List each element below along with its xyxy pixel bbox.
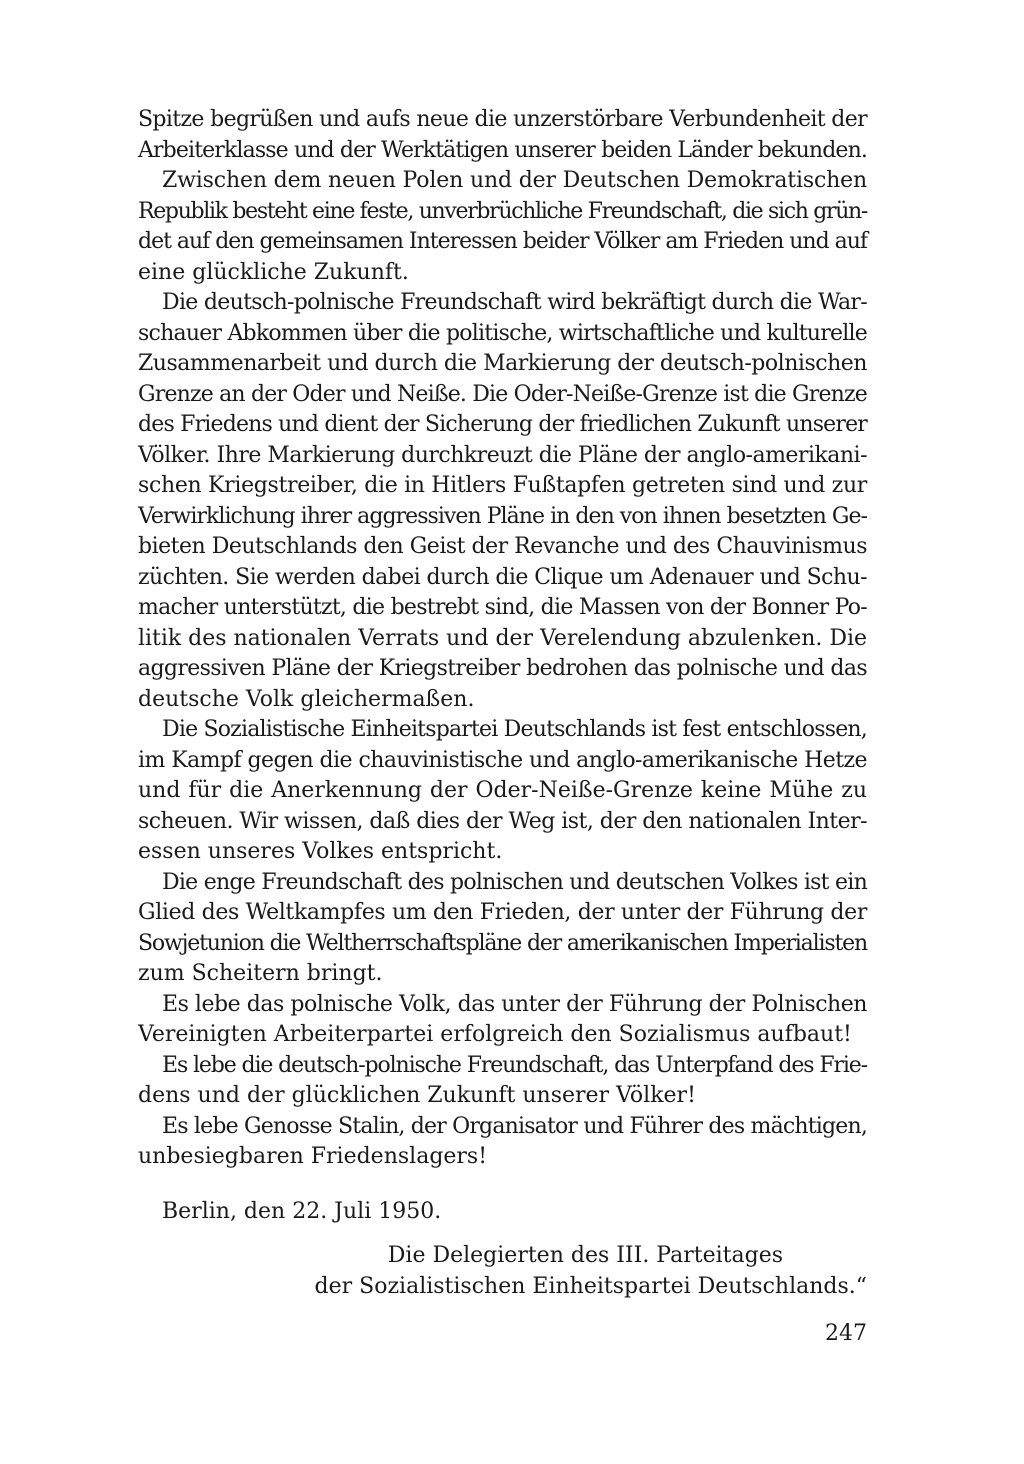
text-line: Spitze begrüßen und aufs neue die unzerstörbare Verbundenheit der xyxy=(138,107,867,132)
text-line: aggressiven Pläne der Kriegstreiber bedrohen das polnische und das xyxy=(138,656,867,681)
text-line: und für die Anerkennung der Oder-Neiße-Grenze keine Mühe zu xyxy=(138,778,867,803)
text-line: Die deutsch-polnische Freundschaft wird bekräftigt durch die War- xyxy=(162,290,867,315)
text-line: Arbeiterklasse und der Werktätigen unserer beiden Länder bekunden. xyxy=(138,137,867,163)
text-line: Die Sozialistische Einheitspartei Deutschlands ist fest entschlossen, xyxy=(162,717,867,742)
text-line: Republik besteht eine feste, unverbrüchliche Freundschaft, die sich grün- xyxy=(138,198,867,224)
text-line: deutsche Volk gleichermaßen. xyxy=(138,686,475,712)
text-line: Völker. Ihre Markierung durchkreuzt die Pläne der anglo-amerikani- xyxy=(138,442,867,468)
dateline: Berlin, den 22. Juli 1950. xyxy=(162,1198,442,1224)
text-line: züchten. Sie werden dabei durch die Clique um Adenauer und Schu- xyxy=(138,564,867,590)
text-line: Die enge Freundschaft des polnischen und deutschen Volkes ist ein xyxy=(162,869,867,895)
text-line: scheuen. Wir wissen, daß dies der Weg ist, der den nationalen Inter- xyxy=(138,808,867,834)
signature-line: Die Delegierten des III. Parteitages xyxy=(387,1243,783,1268)
text-line: unbesiegbaren Friedenslagers! xyxy=(138,1144,488,1169)
text-line: Verwirklichung ihrer aggressiven Pläne in den von ihnen besetzten Ge- xyxy=(138,503,867,529)
text-line: dens und der glücklichen Zukunft unserer Völker! xyxy=(138,1083,696,1108)
text-line: im Kampf gegen die chauvinistische und anglo-amerikanische Hetze xyxy=(138,747,867,773)
signature-block xyxy=(138,1241,867,1302)
text-line: Vereinigten Arbeiterpartei erfolgreich den Sozialismus aufbaut! xyxy=(138,1022,852,1047)
text-line: Zusammenarbeit und durch die Markierung der deutsch-polnischen xyxy=(138,351,867,376)
text-line: Grenze an der Oder und Neiße. Die Oder-Neiße-Grenze ist die Grenze xyxy=(138,381,867,407)
text-line: Sowjetunion die Weltherrschaftspläne der amerikanischen Imperialisten xyxy=(138,930,867,956)
text-line: Zwischen dem neuen Polen und der Deutschen Demokratischen xyxy=(162,168,867,193)
text-line: eine glückliche Zukunft. xyxy=(138,259,409,285)
text-line: Es lebe die deutsch-polnische Freundschaft, das Unterpfand des Frie- xyxy=(162,1052,867,1078)
text-line: des Friedens und dient der Sicherung der friedlichen Zukunft unserer xyxy=(138,412,867,437)
text-line: Es lebe Genosse Stalin, der Organisator und Führer des mächtigen, xyxy=(162,1113,867,1139)
text-line: macher unterstützt, die bestrebt sind, die Massen von der Bonner Po- xyxy=(138,595,867,620)
text-line: schauer Abkommen über die politische, wirtschaftliche und kulturelle xyxy=(138,320,867,346)
page-number: 247 xyxy=(825,1321,867,1346)
text-line: Glied des Weltkampfes um den Frieden, der unter der Führung der xyxy=(138,900,867,925)
text-line: det auf den gemeinsamen Interessen beider Völker am Frieden und auf xyxy=(138,229,867,254)
text-line: litik des nationalen Verrats und der Verelendung abzulenken. Die xyxy=(138,625,867,651)
page-body xyxy=(138,105,867,1302)
text-line: bieten Deutschlands den Geist der Revanche und des Chauvinismus xyxy=(138,534,867,559)
text-line: Es lebe das polnische Volk, das unter der Führung der Polnischen xyxy=(162,991,867,1017)
text-line: schen Kriegstreiber, die in Hitlers Fußtapfen getreten sind und zur xyxy=(138,473,867,498)
text-line: essen unseres Volkes entspricht. xyxy=(138,839,503,864)
text-line: zum Scheitern bringt. xyxy=(138,961,383,986)
signature-line: der Sozialistischen Einheitspartei Deutschlands.“ xyxy=(314,1273,867,1299)
